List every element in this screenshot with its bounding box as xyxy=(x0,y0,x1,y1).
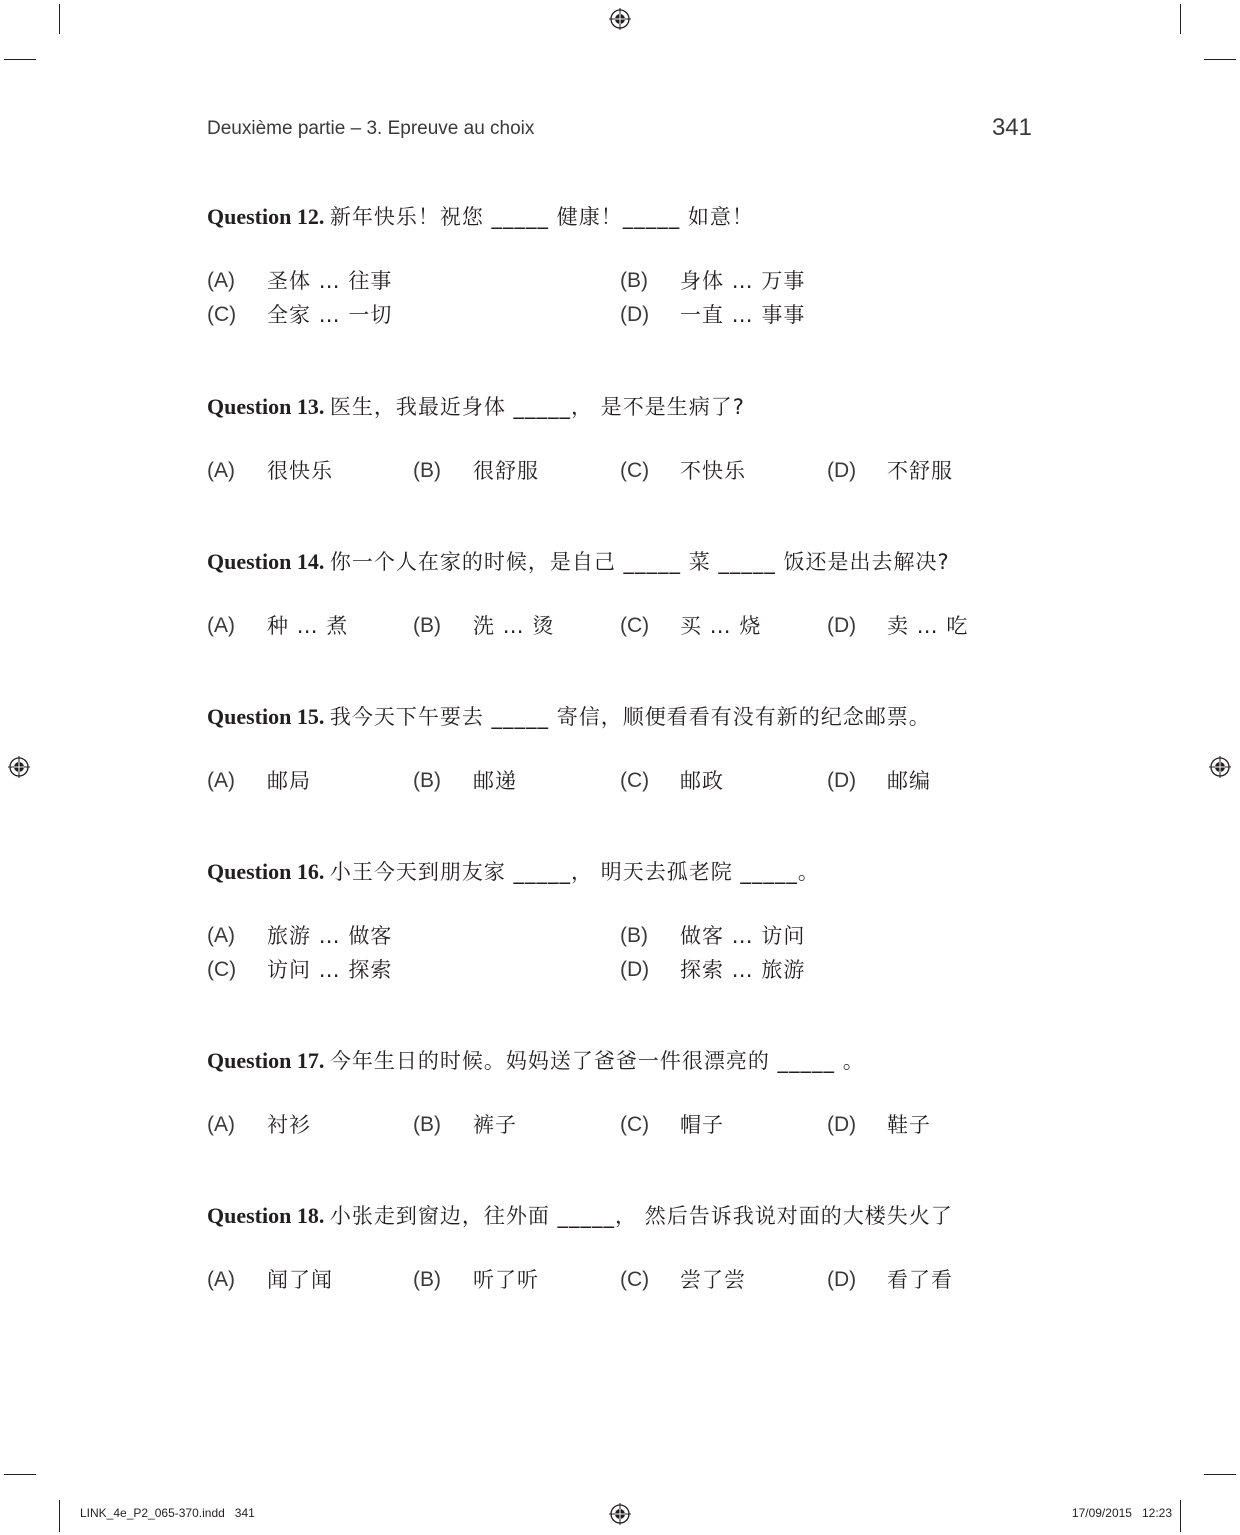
option-text: 邮局 xyxy=(267,769,311,793)
registration-mark-icon xyxy=(609,1503,631,1525)
question-14 xyxy=(207,547,1037,680)
option-letter: (B) xyxy=(620,924,648,947)
option-letter: (B) xyxy=(620,269,648,292)
question-number: Question 14. xyxy=(207,549,325,574)
option-letter: (D) xyxy=(827,769,857,792)
option-text: 不舒服 xyxy=(887,459,953,483)
option-text: 种 … 煮 xyxy=(267,614,349,638)
option-text: 邮递 xyxy=(473,769,517,793)
crop-mark xyxy=(1180,4,1181,34)
answer-options xyxy=(207,265,1037,335)
option-letter: (B) xyxy=(413,1113,441,1136)
option-letter: (A) xyxy=(207,1268,235,1291)
option-letter: (D) xyxy=(827,1268,857,1291)
question-text: 新年快乐！祝您 _____ 健康！_____ 如意！ xyxy=(329,205,754,229)
option-letter: (C) xyxy=(620,769,650,792)
option-text: 探索 … 旅游 xyxy=(680,958,806,982)
option-text: 买 … 烧 xyxy=(680,614,762,638)
option-text: 闻了闻 xyxy=(267,1268,333,1292)
option-text: 全家 … 一切 xyxy=(267,303,393,327)
footer-timestamp: 17/09/2015 12:23 xyxy=(1071,1506,1172,1520)
option-text: 不快乐 xyxy=(680,459,746,483)
option-text: 很舒服 xyxy=(473,459,539,483)
registration-mark-icon xyxy=(8,756,30,778)
question-number: Question 18. xyxy=(207,1203,325,1228)
option-letter: (B) xyxy=(413,614,441,637)
option-letter: (D) xyxy=(620,958,650,981)
option-text: 洗 … 烫 xyxy=(473,614,555,638)
crop-mark xyxy=(59,1500,60,1532)
question-stem xyxy=(207,547,1037,577)
answer-options xyxy=(207,1109,1037,1179)
option-text: 圣体 … 往事 xyxy=(267,269,393,293)
option-letter: (C) xyxy=(620,459,650,482)
option-text: 帽子 xyxy=(680,1113,724,1137)
option-text: 尝了尝 xyxy=(680,1268,746,1292)
crop-mark xyxy=(4,59,36,60)
option-text: 裤子 xyxy=(473,1113,517,1137)
option-letter: (C) xyxy=(207,958,237,981)
option-text: 衬衫 xyxy=(267,1113,311,1137)
option-text: 听了听 xyxy=(473,1268,539,1292)
option-letter: (D) xyxy=(620,303,650,326)
question-13 xyxy=(207,392,1037,525)
option-letter: (B) xyxy=(413,459,441,482)
question-17 xyxy=(207,1046,1037,1179)
page-number: 341 xyxy=(991,114,1032,141)
option-text: 做客 … 访问 xyxy=(680,924,806,948)
question-text: 你一个人在家的时候，是自己 _____ 菜 _____ 饭还是出去解决? xyxy=(329,550,950,574)
crop-mark xyxy=(59,4,60,34)
option-letter: (A) xyxy=(207,1113,235,1136)
question-stem xyxy=(207,857,1037,887)
registration-mark-icon xyxy=(1209,756,1231,778)
option-letter: (B) xyxy=(413,769,441,792)
footer-file-name: LINK_4e_P2_065-370.indd 341 xyxy=(80,1506,255,1520)
question-number: Question 13. xyxy=(207,394,325,419)
question-number: Question 12. xyxy=(207,204,325,229)
option-letter: (A) xyxy=(207,614,235,637)
answer-options xyxy=(207,765,1037,835)
running-head: Deuxième partie – 3. Epreuve au choix xyxy=(207,118,535,139)
question-stem xyxy=(207,1046,1037,1076)
option-text: 卖 … 吃 xyxy=(887,614,969,638)
question-stem xyxy=(207,702,1037,732)
question-text: 小张走到窗边，往外面 _____， 然后告诉我说对面的大楼失火了 xyxy=(329,1204,953,1228)
question-number: Question 16. xyxy=(207,859,325,884)
option-letter: (A) xyxy=(207,769,235,792)
option-letter: (A) xyxy=(207,924,235,947)
option-text: 看了看 xyxy=(887,1268,953,1292)
option-letter: (D) xyxy=(827,614,857,637)
crop-mark xyxy=(1204,1474,1236,1475)
option-letter: (B) xyxy=(413,1268,441,1291)
question-text: 今年生日的时候。妈妈送了爸爸一件很漂亮的 _____ 。 xyxy=(329,1049,865,1073)
option-letter: (C) xyxy=(207,303,237,326)
option-text: 身体 … 万事 xyxy=(680,269,806,293)
option-text: 邮编 xyxy=(887,769,931,793)
option-text: 很快乐 xyxy=(267,459,333,483)
crop-mark xyxy=(1180,1500,1181,1532)
question-number: Question 15. xyxy=(207,704,325,729)
question-number: Question 17. xyxy=(207,1048,325,1073)
question-stem xyxy=(207,202,1037,232)
option-text: 邮政 xyxy=(680,769,724,793)
question-stem xyxy=(207,392,1037,422)
option-letter: (D) xyxy=(827,1113,857,1136)
option-text: 旅游 … 做客 xyxy=(267,924,393,948)
question-text: 小王今天到朋友家 _____， 明天去孤老院 _____。 xyxy=(329,860,820,884)
answer-options xyxy=(207,455,1037,525)
question-15 xyxy=(207,702,1037,835)
option-letter: (C) xyxy=(620,1268,650,1291)
crop-mark xyxy=(1204,59,1236,60)
answer-options xyxy=(207,1264,1037,1334)
option-letter: (D) xyxy=(827,459,857,482)
option-text: 鞋子 xyxy=(887,1113,931,1137)
registration-mark-icon xyxy=(609,8,631,30)
option-letter: (A) xyxy=(207,459,235,482)
question-16 xyxy=(207,857,1037,990)
option-text: 一直 … 事事 xyxy=(680,303,806,327)
question-stem xyxy=(207,1201,1037,1231)
option-letter: (A) xyxy=(207,269,235,292)
answer-options xyxy=(207,610,1037,680)
question-text: 我今天下午要去 _____ 寄信，顺便看看有没有新的纪念邮票。 xyxy=(329,705,931,729)
option-letter: (C) xyxy=(620,1113,650,1136)
question-text: 医生，我最近身体 _____， 是不是生病了? xyxy=(329,395,745,419)
question-18 xyxy=(207,1201,1037,1334)
option-text: 访问 … 探索 xyxy=(267,958,393,982)
crop-mark xyxy=(4,1474,36,1475)
answer-options xyxy=(207,920,1037,990)
question-12 xyxy=(207,202,1037,335)
option-letter: (C) xyxy=(620,614,650,637)
